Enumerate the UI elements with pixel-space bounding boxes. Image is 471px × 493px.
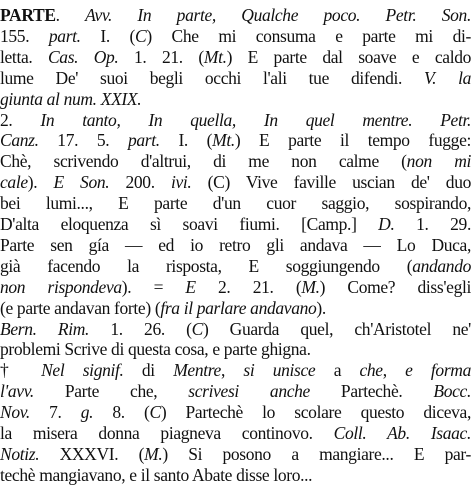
- text-run: ). =: [121, 276, 186, 297]
- italic-text: Coll. Ab. Isaac.: [333, 423, 471, 443]
- italic-text: giunta al num. XXIX.: [0, 88, 142, 109]
- italic-text: C: [149, 402, 161, 423]
- italic-text: Bocc.: [433, 381, 471, 402]
- text-run: 1. 21. (: [118, 46, 204, 67]
- text-run: problemi Scrive di questa cosa, e parte ghigna.: [0, 339, 311, 360]
- text-run: già facendo la risposta, E soggiungendo (: [0, 255, 413, 276]
- italic-text: Mt.: [212, 130, 235, 151]
- entry-line: [0, 463, 471, 487]
- italic-text: non rispondeva: [0, 276, 122, 297]
- italic-text: Cas. Op.: [47, 46, 119, 67]
- text-run: Chè, scrivendo d'altrui, di me non calme (: [0, 151, 407, 172]
- italic-text: part.: [127, 130, 160, 151]
- italic-text: In tanto, In quella, In quel mentre. Petr.: [40, 109, 471, 130]
- text-run: 200.: [109, 172, 171, 193]
- text-run: ,: [382, 360, 406, 381]
- text-run: la misera donna piagneva continovo.: [0, 423, 334, 443]
- text-run: ).: [27, 172, 54, 193]
- italic-text: M.: [301, 276, 320, 297]
- text-run: Parte che,: [33, 381, 189, 402]
- text-run: ).: [316, 297, 326, 318]
- italic-text: part.: [48, 25, 81, 46]
- italic-text: g.: [80, 402, 94, 423]
- headword: PARTE: [0, 5, 56, 25]
- italic-text: Nel signif.: [41, 360, 124, 381]
- italic-text: E: [185, 276, 196, 297]
- italic-text: Canz.: [0, 130, 39, 151]
- text-run: .: [55, 5, 86, 25]
- text-run: lume De' suoi begli occhi l'ali tue difendi.: [0, 67, 425, 88]
- italic-text: E Son.: [53, 172, 110, 193]
- text-run: (C) Vive faville uscian de' duo: [191, 172, 471, 193]
- text-run: Parte sen gía — ed io retro gli andava — Lo Duca,: [0, 234, 471, 255]
- text-run: techè mangiavano, e il santo Abate disse loro...: [0, 464, 313, 485]
- text-run: 8. (: [93, 402, 150, 423]
- italic-text: Nov.: [0, 402, 30, 423]
- italic-text: che: [359, 360, 383, 381]
- italic-text: cale: [0, 172, 28, 193]
- text-run: I. (: [80, 25, 136, 46]
- text-run: I. (: [159, 130, 213, 151]
- italic-text: M.: [144, 443, 163, 464]
- text-run: ) Si posono a mangiare... E par-: [162, 443, 471, 464]
- italic-text: V. la: [424, 67, 471, 88]
- italic-text: Notiz.: [0, 443, 40, 464]
- italic-text: e forma: [405, 360, 471, 381]
- text-run: XXXVI. (: [39, 443, 145, 464]
- text-run: ) Che mi consuma e parte mi di-: [146, 25, 471, 46]
- text-run: bei lumi..., E parte d'un cuor saggio, sospirando,: [0, 193, 471, 214]
- italic-text: non mi: [406, 151, 471, 172]
- text-run: †: [0, 360, 42, 381]
- text-run: 1. 26. (: [89, 318, 192, 339]
- text-run: Partechè.: [309, 381, 434, 402]
- text-run: 7.: [29, 402, 81, 423]
- text-run: ,: [220, 360, 244, 381]
- text-run: ) Partechè lo scolare questo diceva,: [160, 402, 471, 423]
- italic-text: D.: [378, 214, 395, 234]
- text-run: D'alta eloquenza sì soavi fiumi. [Camp.]: [0, 214, 379, 234]
- italic-text: C: [191, 318, 203, 339]
- text-run: 17. 5.: [38, 130, 128, 151]
- italic-text: Mt.: [203, 46, 227, 67]
- italic-text: fra il parlare andavano: [160, 297, 317, 318]
- italic-text: scrivesi anche: [188, 381, 310, 402]
- text-run: letta.: [0, 46, 48, 67]
- text-run: ) Come? diss'egli: [319, 276, 471, 297]
- text-run: 1. 29.: [394, 214, 471, 234]
- text-run: 2.: [0, 109, 41, 130]
- text-run: 155.: [0, 25, 49, 46]
- italic-text: ivi.: [170, 172, 192, 193]
- text-run: 2. 21. (: [195, 276, 302, 297]
- text-run: di: [123, 360, 174, 381]
- italic-text: Mentre: [173, 360, 221, 381]
- italic-text: C: [135, 25, 147, 46]
- text-run: ) E parte il tempo fugge:: [234, 130, 471, 151]
- text-run: a: [315, 360, 360, 381]
- italic-text: si unisce: [243, 360, 316, 381]
- text-run: (e parte andavan forte) (: [0, 297, 161, 318]
- text-run: ) Guarda quel, ch'Aristotel ne': [202, 318, 471, 339]
- italic-text: l'avv.: [0, 381, 34, 402]
- italic-text: andando: [412, 255, 471, 276]
- italic-text: Bern. Rim.: [0, 318, 90, 339]
- text-run: ) E parte dal soave e caldo: [226, 46, 471, 67]
- italic-text: Avv. In parte, Qualche poco. Petr. Son.: [85, 5, 471, 25]
